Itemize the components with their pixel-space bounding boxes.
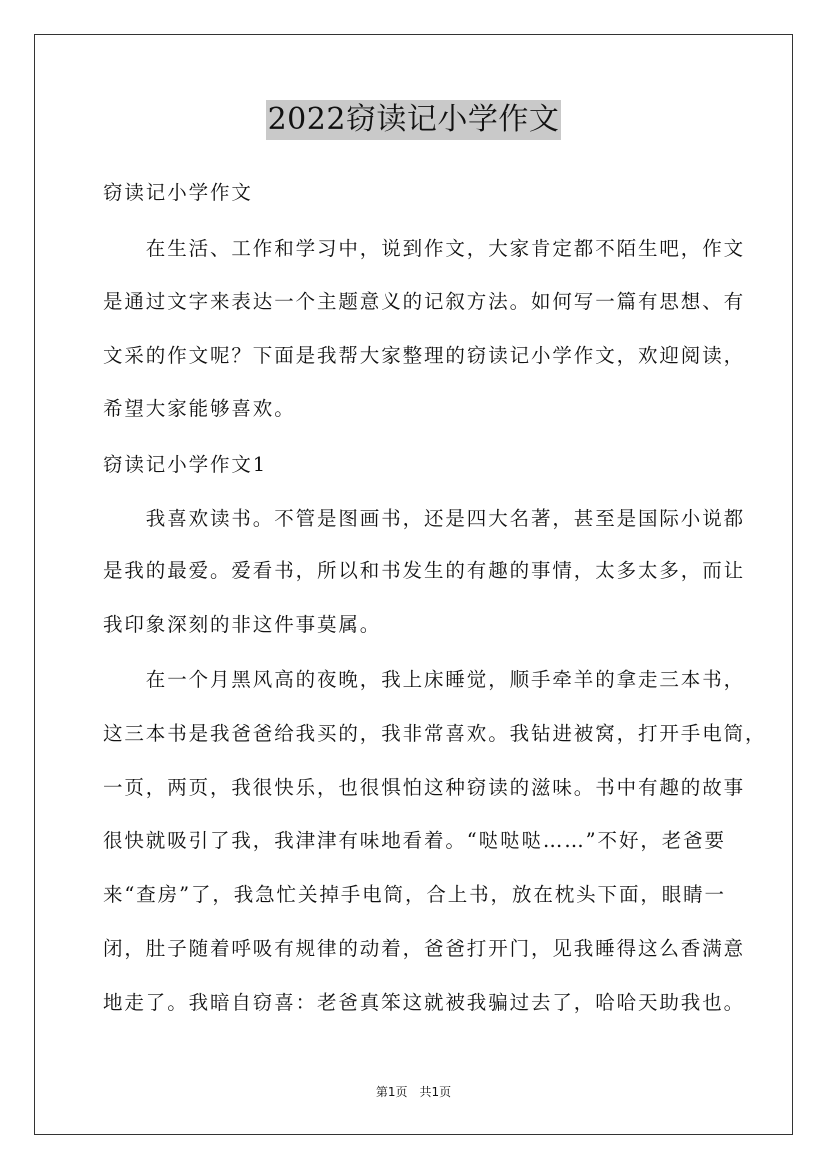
paragraph-line: 在一个月黑风高的夜晚，我上床睡觉，顺手牵羊的拿走三本书，	[103, 668, 746, 691]
paragraph-line: 一页，两页，我很快乐，也很惧怕这种窃读的滋味。书中有趣的故事	[103, 776, 746, 799]
section-heading: 窃读记小学作文	[103, 181, 253, 204]
paragraph-line: 这三本书是我爸爸给我买的，我非常喜欢。我钻进被窝，打开手电筒，	[103, 722, 767, 745]
paragraph-line: 在生活、工作和学习中，说到作文，大家肯定都不陌生吧，作文	[103, 237, 746, 260]
document-title: 2022窃读记小学作文	[266, 100, 562, 140]
paragraph-line: 文采的作文呢？下面是我帮大家整理的窃读记小学作文，欢迎阅读，	[103, 344, 746, 367]
title-container	[0, 100, 827, 140]
section-heading: 窃读记小学作文1	[103, 453, 268, 476]
page-number: 第1页 共1页	[375, 1085, 452, 1099]
paragraph-line: 我喜欢读书。不管是图画书，还是四大名著，甚至是国际小说都	[103, 507, 746, 530]
paragraph-line: 很快就吸引了我，我津津有味地看着。“哒哒哒……”不好，老爸要	[103, 829, 726, 852]
paragraph-line: 是通过文字来表达一个主题意义的记叙方法。如何写一篇有思想、有	[103, 290, 746, 313]
paragraph-line: 是我的最爱。爱看书，所以和书发生的有趣的事情，太多太多，而让	[103, 559, 746, 582]
paragraph-line: 我印象深刻的非这件事莫属。	[103, 613, 382, 636]
paragraph-line: 来“查房”了，我急忙关掉手电筒，合上书，放在枕头下面，眼睛一	[103, 883, 726, 906]
paragraph-line: 闭，肚子随着呼吸有规律的动着，爸爸打开门，见我睡得这么香满意	[103, 937, 746, 960]
paragraph-line: 地走了。我暗自窃喜：老爸真笨这就被我骗过去了，哈哈天助我也。	[103, 991, 746, 1014]
page-footer	[0, 1084, 827, 1100]
paragraph-line: 希望大家能够喜欢。	[103, 397, 296, 420]
